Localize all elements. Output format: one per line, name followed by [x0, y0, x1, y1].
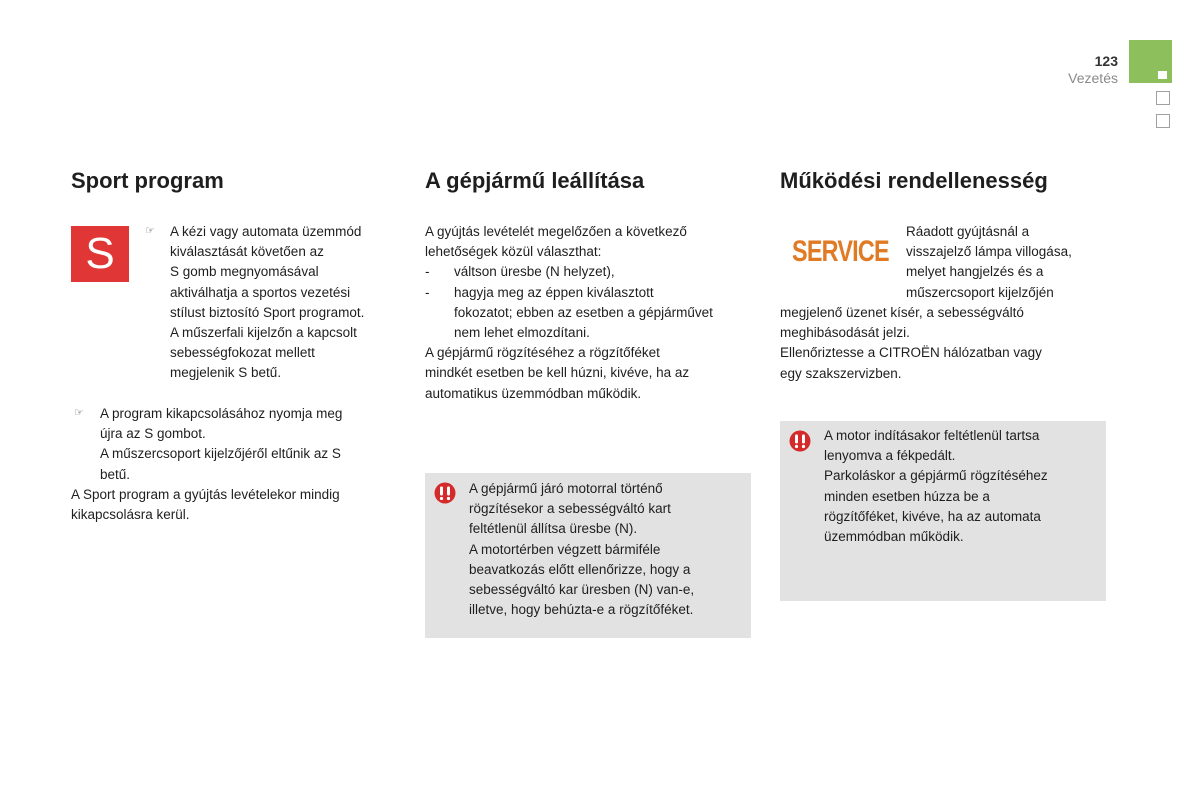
chapter-box-empty [1156, 91, 1170, 105]
malfunction-text-right: Ráadott gyújtásnál a visszajelző lámpa villogása, melyet hangjelzés és a műszercsoport kijelzőjén [906, 224, 1072, 300]
section-malfunction [780, 168, 1110, 381]
chapter-tab [1129, 40, 1172, 83]
stopping-title: A gépjármű leállítása [425, 168, 645, 193]
page-number: 123 [1094, 53, 1118, 69]
sport-s-icon: S [71, 226, 129, 282]
warning-exclamation-icon [789, 430, 811, 452]
warning-box-malfunction [780, 421, 1106, 601]
warning-text-stopping: A gépjármű járó motorral történő rögzítésekor a sebességváltó kart feltétlenül állítsa üresbe (N). A motortérben végzett bármiféle beavatkozás előtt ellenőrizze, hogy a sebességváltó kar üresben (N) van-e, illetve, hogy behúzta-e a rögzítőféket. [469, 481, 695, 618]
dash-marker: - [425, 264, 430, 280]
malfunction-title: Működési rendellenesség [780, 168, 1048, 193]
chapter-tab-marker [1158, 71, 1167, 79]
sport-bullet-2: A program kikapcsolásához nyomja meg újra az S gombot. A műszercsoport kijelzőjéről eltűnik az S betű. [100, 406, 343, 482]
section-stopping [425, 168, 755, 401]
sport-bullet-1: A kézi vagy automata üzemmód kiválasztását követően az S gomb megnyomásával aktiválhatja a sportos vezetési stílust biztosító Sport programot. A műszerfali kijelzőn a kapcsolt sebességfokozat mellett megjelenik S betű. [170, 224, 365, 381]
warning-exclamation-icon [434, 482, 456, 504]
dash-marker: - [425, 284, 430, 300]
warning-text-malfunction: A motor indításakor feltétlenül tartsa lenyomva a fékpedált. Parkoláskor a gépjármű rögzítéséhez minden esetben húzza be a rögzítőféket, kivéve, ha az automata üzemmódban működik. [824, 428, 1048, 545]
sport-program-title: Sport program [71, 168, 224, 193]
pointer-hand-icon: ☞ [74, 407, 84, 419]
pointer-hand-icon: ☞ [145, 225, 155, 237]
service-warning-icon: SERVICE [792, 235, 889, 268]
malfunction-text-full: megjelenő üzenet kísér, a sebességváltó meghibásodását jelzi. Ellenőriztesse a CITROËN hálózatban vagy egy szakszervizben. [780, 305, 1042, 381]
section-name: Vezetés [1068, 70, 1118, 86]
chapter-box-empty [1156, 114, 1170, 128]
warning-box-stopping [425, 473, 751, 638]
sport-footer: A Sport program a gyújtás levételekor mindig kikapcsolásra kerül. [71, 487, 340, 523]
section-sport-program [71, 168, 401, 523]
stopping-body: A gyújtás levételét megelőzően a következő lehetőségek közül választhat: - váltson üresbe (N helyzet), - hagyja meg az éppen kiválasztott fokozatot; ebben az esetben a gépjárművet nem lehet elmozdítani. A gépjármű rögzítéséhez a rögzítőféket mindkét esetben be kell húzni, kivéve, ha az automatikus üzemmódban működik. [425, 224, 713, 401]
